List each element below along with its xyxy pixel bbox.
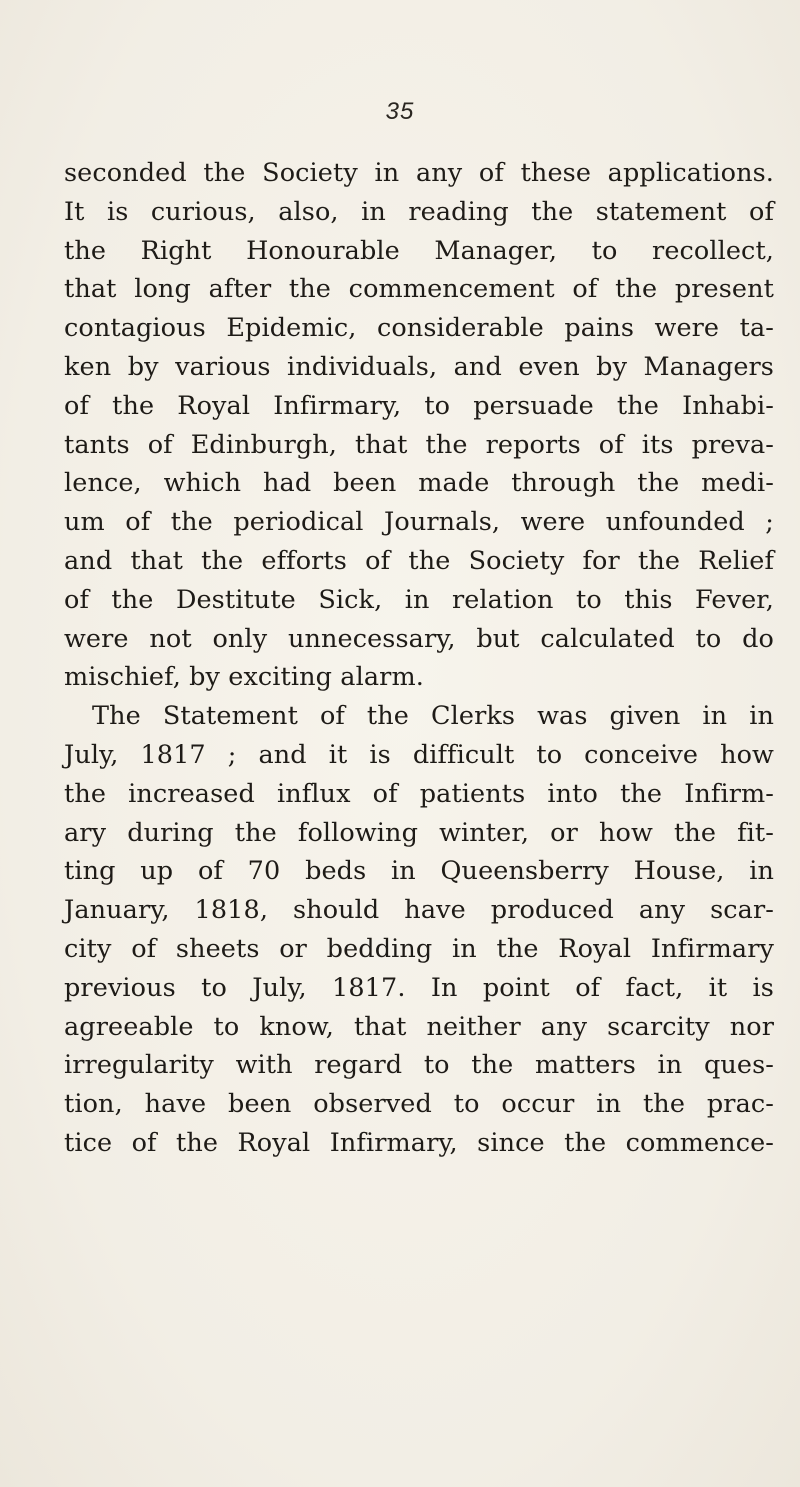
text-line: The Statement of the Clerks was given in in bbox=[92, 701, 774, 732]
text-line: the Right Honourable Manager, to recollect, bbox=[64, 235, 774, 266]
text-line: tants of Edinburgh, that the reports of its preva- bbox=[64, 429, 774, 460]
text-line: city of sheets or bedding in the Royal Infirmary bbox=[64, 933, 774, 964]
text-line: um of the periodical Journals, were unfounded ; bbox=[64, 507, 774, 538]
body-text bbox=[64, 154, 774, 1163]
text-line: July, 1817 ; and it is difficult to conceive how bbox=[64, 739, 774, 770]
text-line: tion, have been observed to occur in the prac- bbox=[64, 1089, 774, 1120]
text-line: contagious Epidemic, considerable pains were ta- bbox=[64, 313, 774, 344]
text-line: January, 1818, should have produced any scar- bbox=[64, 895, 774, 926]
text-line: ary during the following winter, or how the fit- bbox=[64, 817, 774, 848]
text-line: mischief, by exciting alarm. bbox=[64, 662, 424, 693]
text-line: It is curious, also, in reading the statement of bbox=[64, 196, 774, 227]
text-line: that long after the commencement of the present bbox=[64, 274, 774, 305]
text-line: previous to July, 1817. In point of fact, it is bbox=[64, 972, 774, 1003]
text-line: of the Destitute Sick, in relation to this Fever, bbox=[64, 584, 774, 615]
text-line: and that the efforts of the Society for the Relief bbox=[64, 545, 774, 576]
page-number: 35 bbox=[385, 98, 415, 125]
text-line: ting up of 70 beds in Queensberry House, in bbox=[64, 856, 774, 887]
text-line: seconded the Society in any of these applications. bbox=[64, 158, 774, 188]
text-line: irregularity with regard to the matters in ques- bbox=[64, 1050, 774, 1081]
text-line: ken by various individuals, and even by Managers bbox=[64, 351, 774, 382]
text-line: lence, which had been made through the medi- bbox=[64, 468, 774, 499]
text-line: were not only unnecessary, but calculated to do bbox=[64, 623, 774, 654]
text-line: of the Royal Infirmary, to persuade the Inhabi- bbox=[64, 390, 774, 421]
text-line: tice of the Royal Infirmary, since the commence- bbox=[64, 1127, 774, 1158]
text-line: agreeable to know, that neither any scarcity nor bbox=[64, 1011, 774, 1042]
text-line: the increased influx of patients into the Infirm- bbox=[64, 778, 774, 809]
